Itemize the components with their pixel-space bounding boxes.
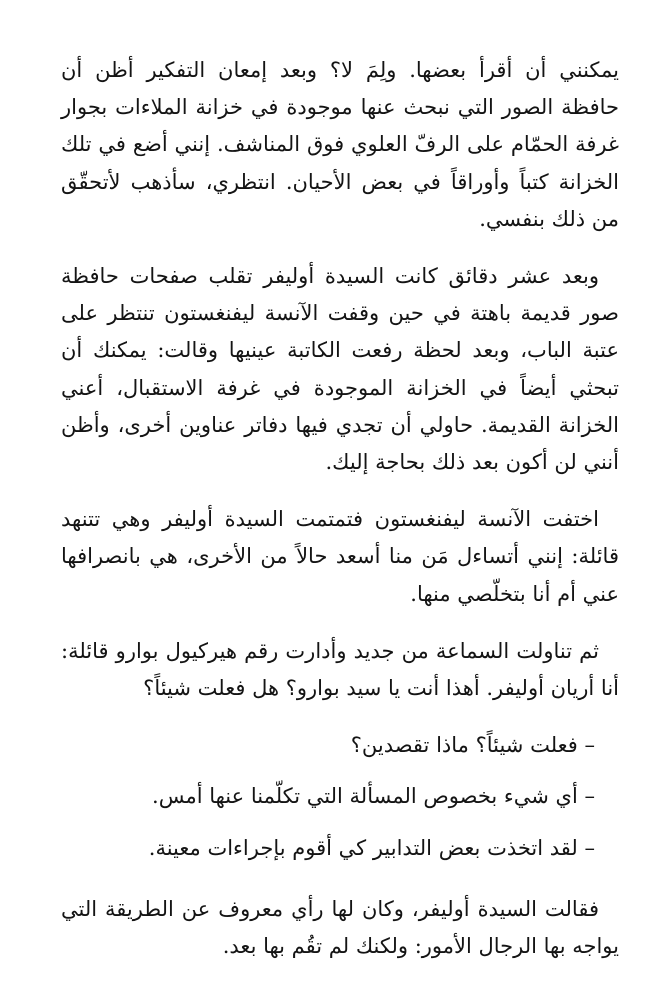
dialogue-line: – أي شيء بخصوص المسألة التي تكلّمنا عنها أمس. xyxy=(152,784,595,809)
paragraph-photo-album: يمكنني أن أقرأ بعضها. ولِمَ لا؟ وبعد إمعان التفكير أظن أن حافظة الصور التي نبحث عنها موجودة في خزانة الملاءات بجوار غرفة الحمّام على الرفّ العلوي فوق المناشف. إنني أضع في تلك الخزانة كتباً وأوراقاً في بعض الأحيان. انتظري، سأذهب لأتحقّق من ذلك بنفسي. xyxy=(61,58,619,231)
paragraph-phone-call: ثم تناولت السماعة من جديد وأدارت رقم هيركيول بوارو قائلة: أنا أريان أوليفر. أهذا أنت يا سيد بوارو؟ هل فعلت شيئاً؟ xyxy=(61,638,619,701)
dialogue-line: – فعلت شيئاً؟ ماذا تقصدين؟ xyxy=(350,733,595,758)
page-text xyxy=(61,52,619,985)
paragraph-livingstone-left: اختفت الآنسة ليفنغستون فتمتمت السيدة أوليفر وهي تتنهد قائلة: إنني أتساءل مَن منا أسعد حالاً من الأخرى، هي بانصرافها عني أم أنا بتخلّصي منها. xyxy=(61,507,619,606)
dialogue-line: – لقد اتخذت بعض التدابير كي أقوم بإجراءات معينة. xyxy=(148,835,595,860)
paragraph-ten-minutes-later: وبعد عشر دقائق كانت السيدة أوليفر تقلب صفحات حافظة صور قديمة باهتة في حين وقفت الآنسة ليفنغستون تنتظر على عتبة الباب، وبعد لحظة رفعت الكاتبة عينيها وقالت: يمكنك أن تبحثي أيضاً في الخزانة الموجودة في غرفة الاستقبال، أعني الخزانة القديمة. حاولي أن تجدي فيها دفاتر عناوين أخرى، وأظن أنني لن أكون بعد ذلك بحاجة إليك. xyxy=(61,264,619,475)
paragraph-mrs-oliver-reply: فقالت السيدة أوليفر، وكان لها رأي معروف عن الطريقة التي يواجه بها الرجال الأمور: ولكنك لم تقُم بها بعد. xyxy=(61,896,619,959)
